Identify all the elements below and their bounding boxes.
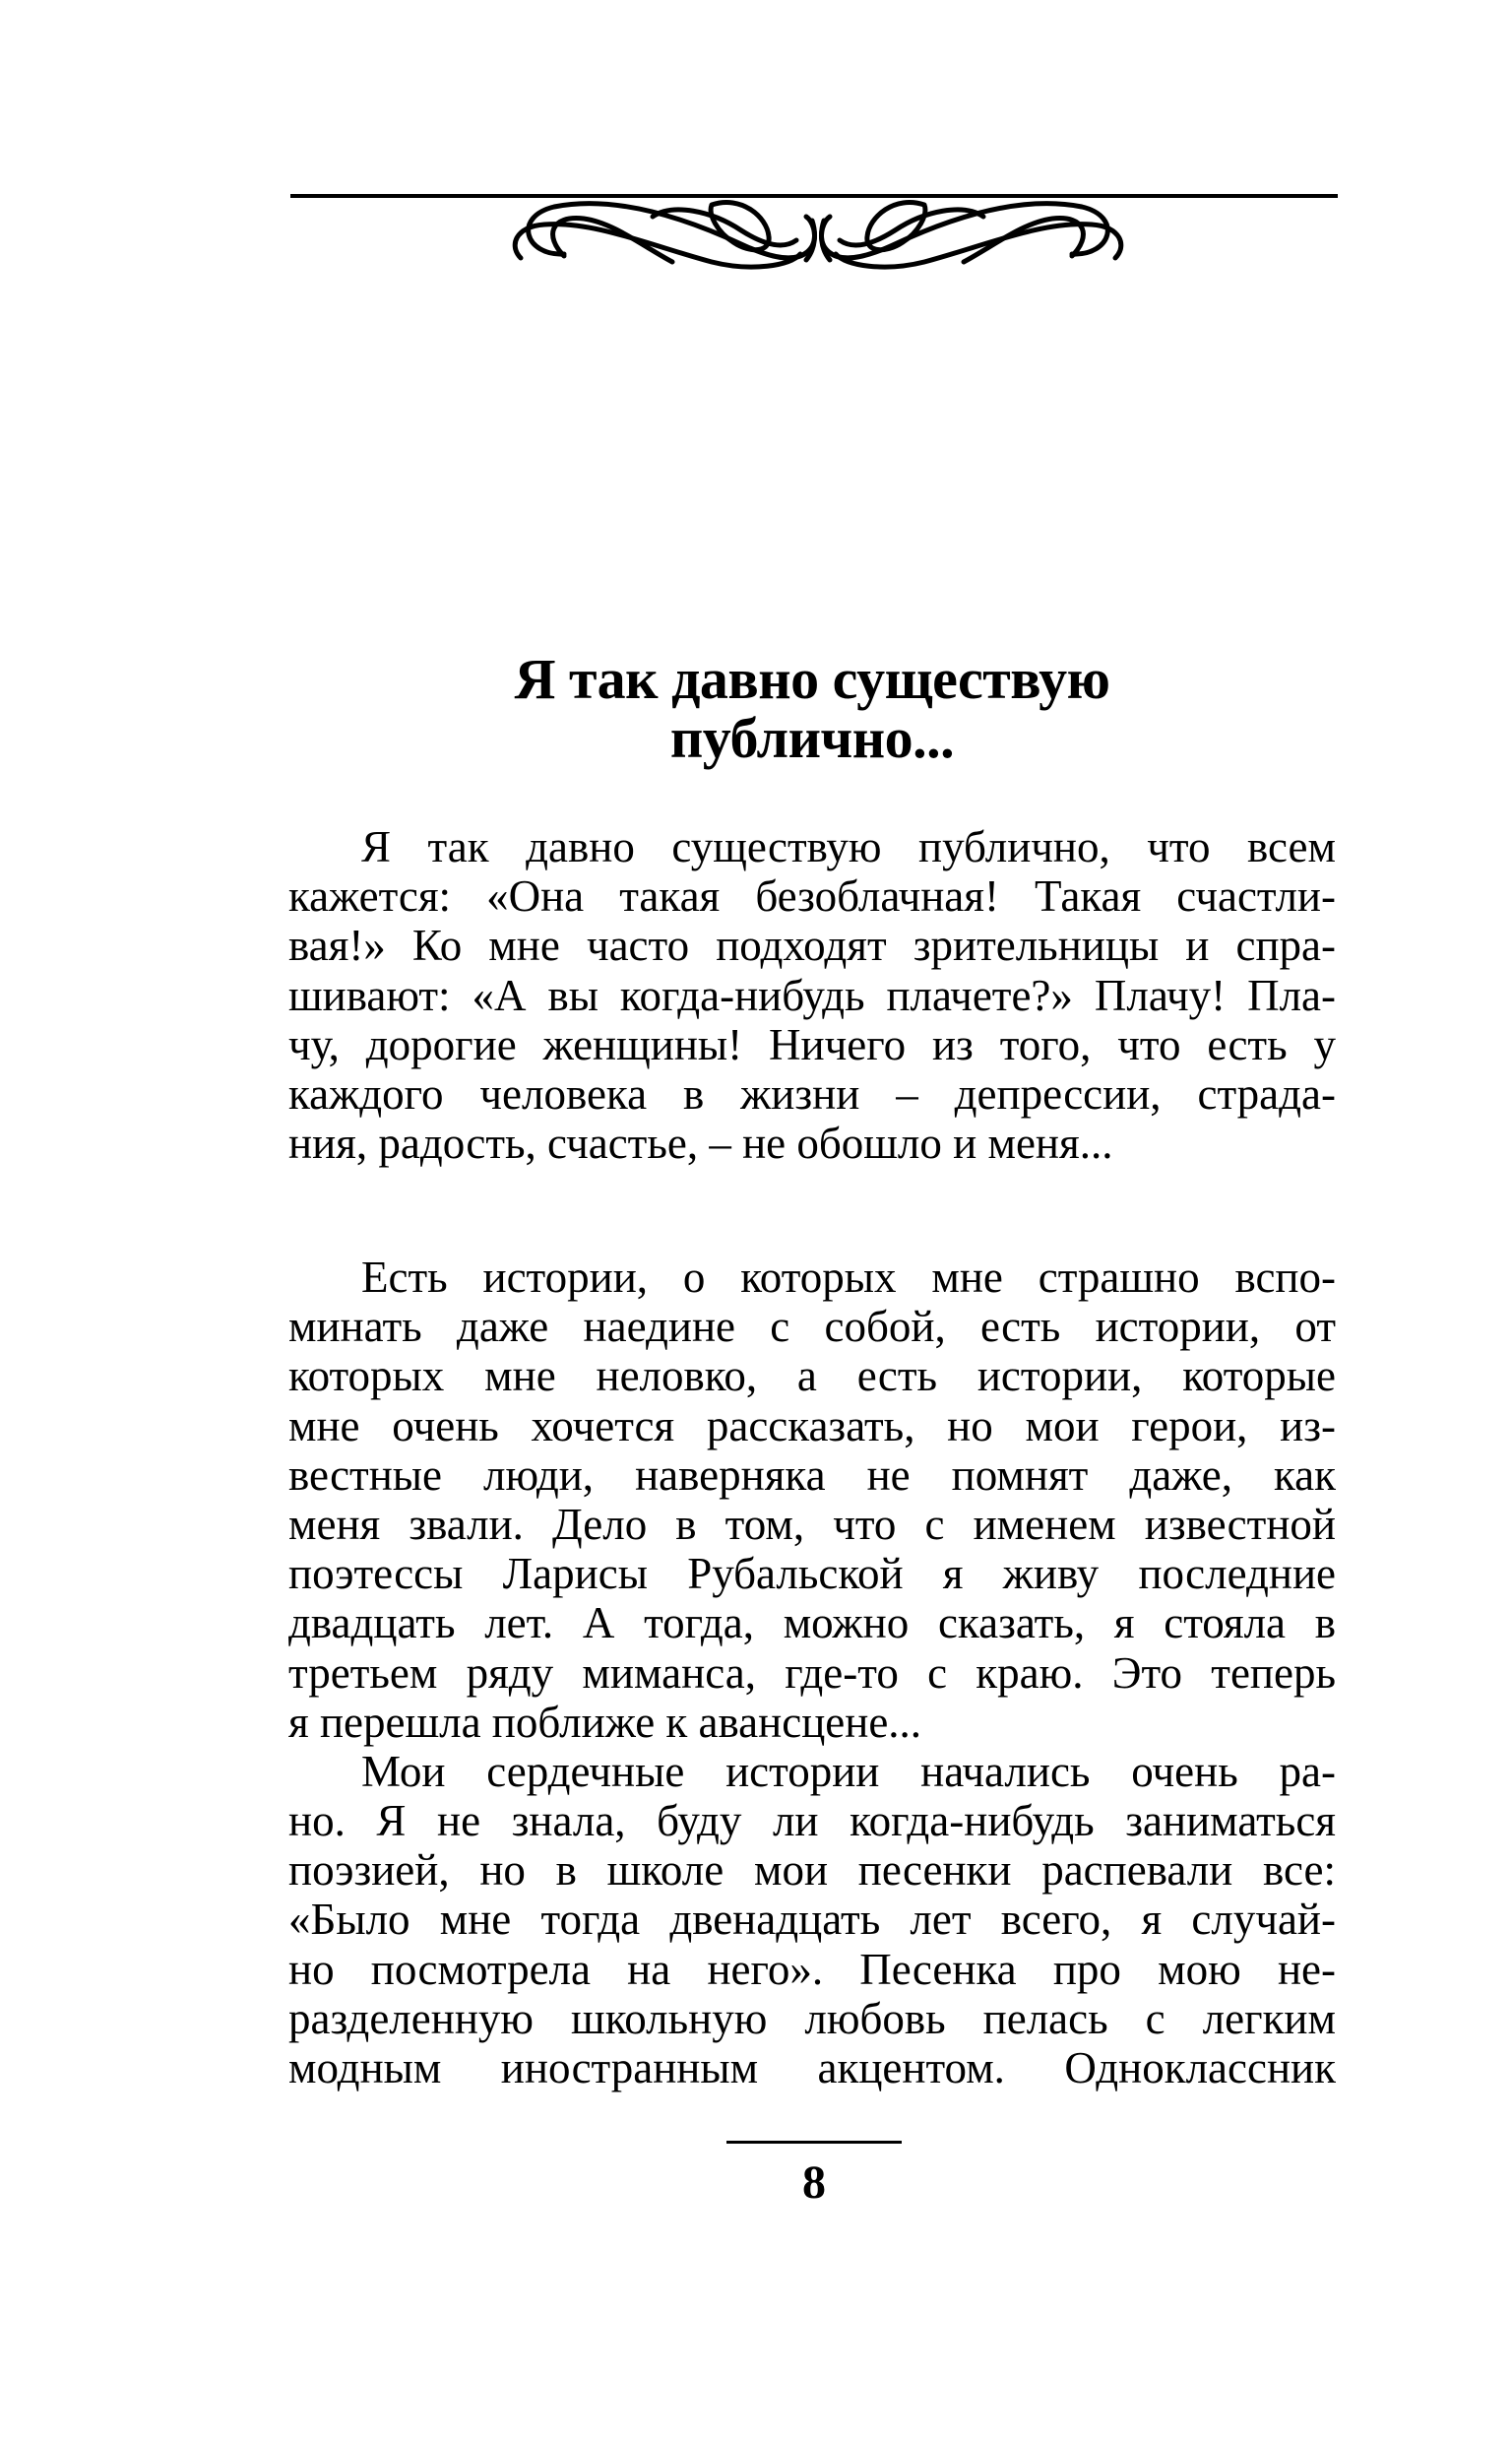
text-line: меня звали. Дело в том, что с именем известной — [288, 1499, 1336, 1549]
footer-rule — [726, 2141, 902, 2144]
text-line: вая!» Ко мне часто подходят зрительницы и спра- — [288, 921, 1336, 971]
text-line: «Было мне тогда двенадцать лет всего, я случай- — [288, 1895, 1336, 1945]
text-line: третьем ряду миманса, где-то с краю. Это теперь — [288, 1647, 1336, 1698]
text-line: вестные люди, наверняка не помнят даже, как — [288, 1449, 1336, 1500]
page-number: 8 — [802, 2156, 826, 2209]
text-line: поэтессы Ларисы Рубальской я живу последние — [288, 1549, 1336, 1599]
flourish-ornament-icon — [505, 197, 1131, 272]
text-line: разделенную школьную любовь пелась с легким — [288, 1993, 1336, 2043]
text-line: но. Я не знала, буду ли когда-нибудь заниматься — [288, 1796, 1336, 1846]
text-line: двадцать лет. А тогда, можно сказать, я стояла в — [288, 1598, 1336, 1648]
paragraph-1 — [288, 822, 1336, 1168]
text-line: которых мне неловко, а есть истории, которые — [288, 1351, 1336, 1401]
text-line: ния, радость, счастье, – не обошло и меня... — [288, 1119, 1113, 1169]
text-line: минать даже наедине с собой, есть истории, от — [288, 1302, 1336, 1352]
chapter-title-line-2: публично... — [669, 706, 955, 770]
text-line: каждого человека в жизни – депрессии, страда- — [288, 1068, 1336, 1119]
text-line: Есть истории, о которых мне страшно вспо- — [361, 1253, 1336, 1302]
text-line: Я так давно существую публично, что всем — [361, 822, 1336, 871]
text-line: чу, дорогие женщины! Ничего из того, что есть у — [288, 1019, 1336, 1069]
text-line: Мои сердечные истории начались очень ра- — [361, 1746, 1336, 1796]
text-line: но посмотрела на него». Песенка про мою не- — [288, 1944, 1336, 1994]
chapter-title — [288, 647, 1336, 770]
text-line: поэзией, но в школе мои песенки распевали все: — [288, 1845, 1336, 1896]
text-line: мне очень хочется рассказать, но мои герои, из- — [288, 1400, 1336, 1450]
text-line: я перешла поближе к авансцене... — [288, 1697, 922, 1747]
text-line: кажется: «Она такая безоблачная! Такая счастли- — [288, 871, 1336, 922]
text-line: шивают: «А вы когда-нибудь плачете?» Плачу! Пла- — [288, 970, 1336, 1020]
chapter-title-line-1: Я так давно существую — [514, 647, 1110, 711]
text-line: модным иностранным акцентом. Одноклассник — [288, 2043, 1336, 2092]
paragraph-2 — [288, 1253, 1336, 2092]
